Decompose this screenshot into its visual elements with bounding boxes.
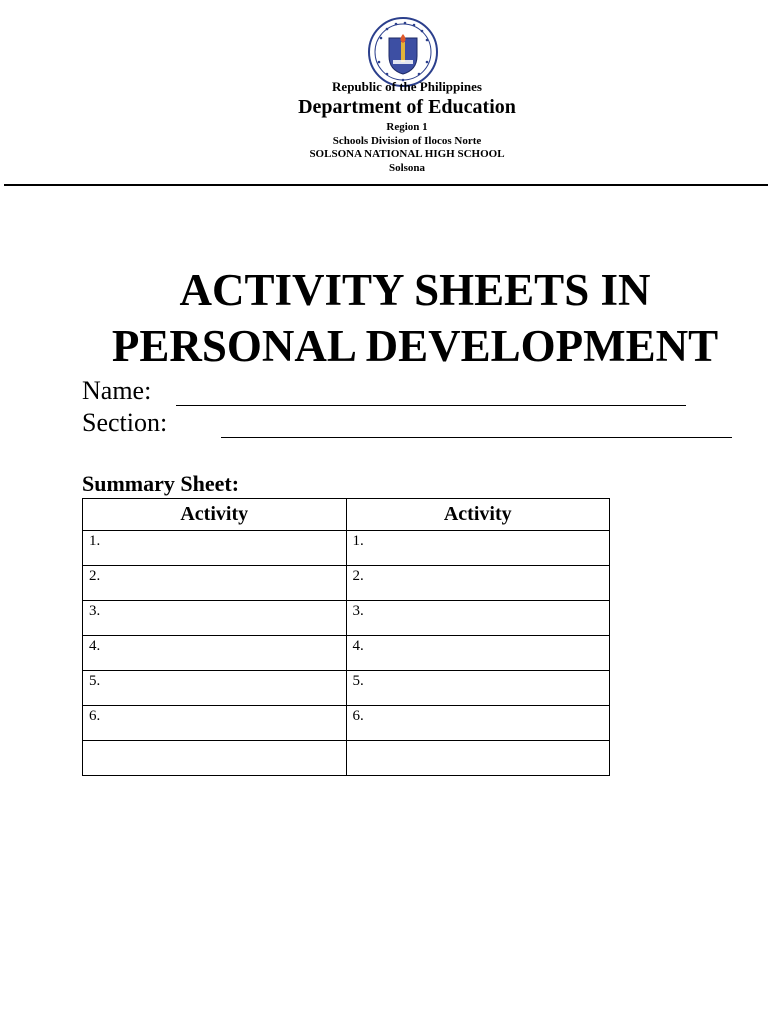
document-title-line-1: ACTIVITY SHEETS IN [179, 265, 651, 315]
table-cell[interactable] [83, 741, 347, 776]
section-blank-line[interactable] [221, 437, 732, 438]
department-heading: Department of Education [298, 96, 516, 118]
table-row [83, 636, 610, 671]
name-label: Name: [82, 376, 152, 405]
table-cell[interactable]: 5. [346, 671, 610, 706]
table-row [83, 706, 610, 741]
division-heading: Schools Division of Ilocos Norte [332, 135, 482, 147]
region-heading: Region 1 [386, 121, 428, 133]
table-cell[interactable]: 4. [346, 636, 610, 671]
column-header-activity-right: Activity [346, 499, 610, 531]
section-label: Section: [82, 408, 168, 437]
summary-table [82, 498, 610, 776]
table-row [83, 741, 610, 776]
table-cell[interactable]: 1. [346, 531, 610, 566]
table-cell[interactable]: 2. [83, 566, 347, 601]
table-cell[interactable]: 6. [83, 706, 347, 741]
deped-seal-logo [367, 16, 439, 88]
column-header-activity-left: Activity [83, 499, 347, 531]
table-row [83, 531, 610, 566]
table-cell[interactable]: 4. [83, 636, 347, 671]
summary-sheet-label: Summary Sheet: [82, 471, 240, 496]
table-row [83, 566, 610, 601]
table-cell[interactable]: 1. [83, 531, 347, 566]
header-divider [4, 184, 768, 186]
school-heading: SOLSONA NATIONAL HIGH SCHOOL [309, 148, 505, 160]
table-cell[interactable] [346, 741, 610, 776]
table-row [83, 601, 610, 636]
table-cell[interactable]: 6. [346, 706, 610, 741]
town-heading: Solsona [388, 162, 426, 174]
republic-heading: Republic of the Philippines [332, 79, 482, 94]
table-header-row [83, 499, 610, 531]
table-cell[interactable]: 3. [346, 601, 610, 636]
table-cell[interactable]: 3. [83, 601, 347, 636]
table-cell[interactable]: 2. [346, 566, 610, 601]
document-title-line-2: PERSONAL DEVELOPMENT [111, 321, 719, 371]
table-row [83, 671, 610, 706]
name-blank-line[interactable] [176, 405, 686, 406]
table-cell[interactable]: 5. [83, 671, 347, 706]
